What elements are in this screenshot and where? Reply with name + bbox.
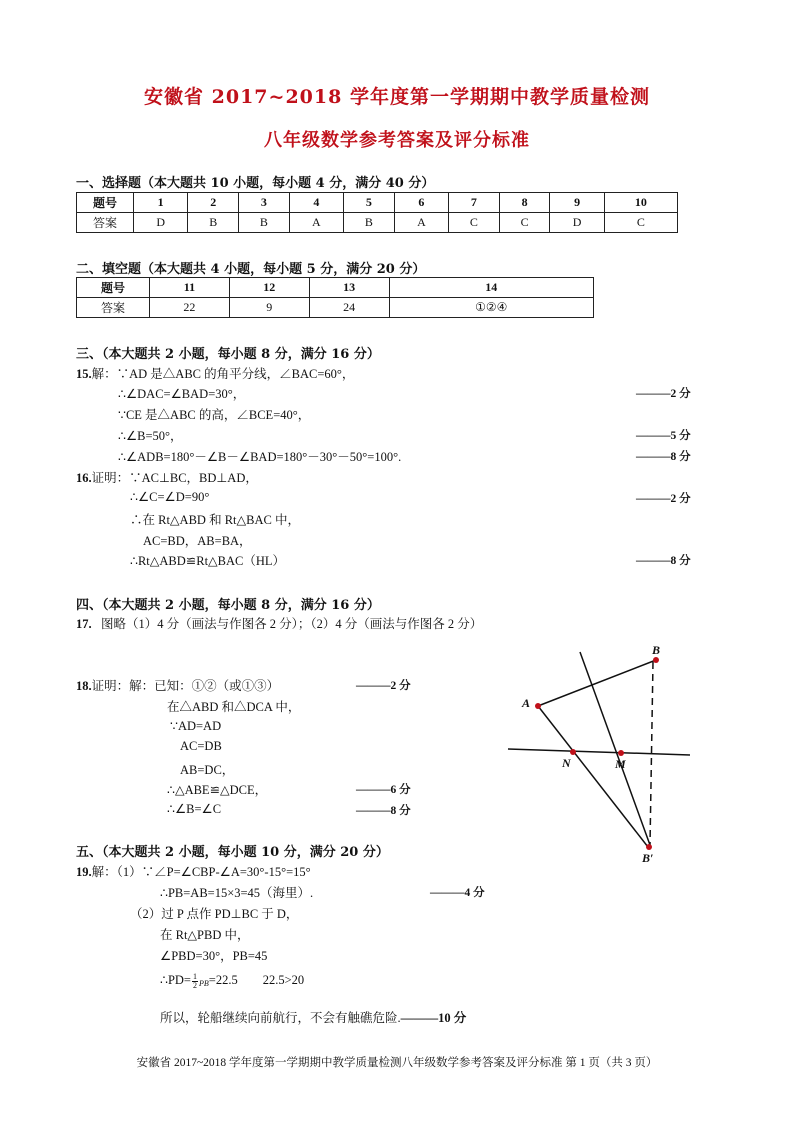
answer-cell: 22 [150, 298, 230, 318]
q16-score-2: ———8 分 [636, 555, 691, 567]
q18-line-7: ∴∠B=∠C [167, 802, 222, 816]
question-number-cell: 3 [239, 193, 290, 213]
section3-heading: 三、（本大题共 2 小题，每小题 8 分，满分 16 分） [76, 347, 380, 362]
answer-cell: C [499, 213, 550, 233]
q18-score-3: ———8 分 [356, 805, 411, 817]
section1-heading: 一、选择题（本大题共 10 小题，每小题 4 分，满分 40 分） [76, 176, 435, 191]
q15-score-1: ———2 分 [636, 388, 691, 400]
q16-line-1: 16.证明：∵AC⊥BC，BD⊥AD， [76, 471, 258, 485]
horizontal-line [508, 749, 690, 755]
q18-score-1: ———2 分 [356, 680, 411, 692]
q16-number: 16. [76, 471, 92, 485]
q19-score-2: ———10 分 [400, 1011, 467, 1025]
q18-line-3: ∵AD=AD [170, 719, 222, 733]
q16-line-3: ∴在 Rt△ABD 和 Rt△BAC 中， [130, 513, 300, 527]
answer-cell: B [188, 213, 239, 233]
question-number-cell: 5 [344, 193, 395, 213]
q18-line-4: AC=DB [180, 739, 222, 753]
point-n [570, 749, 576, 755]
fill-answer-table [76, 277, 594, 318]
q15-line-1: 15.解：∵AD 是△ABC 的角平分线，∠BAC=60°， [76, 367, 355, 381]
question-number-cell: 6 [394, 193, 448, 213]
q19-score-1: ———4 分 [430, 887, 485, 899]
label-m: M [615, 757, 626, 771]
question-number-cell: 9 [550, 193, 604, 213]
q19-line-6: ∴PD= $\frac{1}{2}$ $_{PB}$=22.5 22.5>20 [160, 971, 305, 990]
q16-score-1: ———2 分 [636, 493, 691, 505]
label-b: B [652, 643, 661, 657]
q19-line-3: （2）过 P 点作 PD⊥BC 于 D， [130, 907, 299, 921]
document-title: 安徽省 2017~2018 学年度第一学期期中教学质量检测 [144, 86, 650, 108]
answer-cell: D [550, 213, 604, 233]
table-row [77, 278, 594, 298]
q19-line-4: 在 Rt△PBD 中， [160, 928, 250, 942]
section5-heading: 五、（本大题共 2 小题，每小题 10 分，满分 20 分） [76, 845, 389, 860]
question-number-cell: 14 [389, 278, 593, 298]
question-number-cell: 11 [150, 278, 230, 298]
row-label: 答案 [77, 298, 150, 318]
q18-line-5: AB=DC， [180, 763, 235, 777]
section2-heading: 二、填空题（本大题共 4 小题，每小题 5 分，满分 20 分） [76, 262, 426, 277]
row-label: 题号 [77, 193, 134, 213]
label-a: A [522, 696, 531, 710]
q19-line-5: ∠PBD=30°，PB=45 [160, 949, 268, 963]
question-number-cell: 4 [289, 193, 343, 213]
q17-line: 17. 图略（1）4 分（画法与作图各 2 分）；（2）4 分（画法与作图各 2 分） [76, 617, 483, 631]
label-b-prime: B′ [642, 851, 654, 865]
question-number-cell: 1 [134, 193, 188, 213]
answer-cell: B [239, 213, 290, 233]
answer-cell: A [289, 213, 343, 233]
q19-number: 19. [76, 865, 92, 879]
geometry-figure [500, 640, 700, 870]
q15-number: 15. [76, 367, 92, 381]
question-number-cell: 10 [604, 193, 677, 213]
point-b-prime [646, 844, 652, 850]
section4-heading: 四、（本大题共 2 小题，每小题 8 分，满分 16 分） [76, 598, 380, 613]
q15-score-3: ———8 分 [636, 451, 691, 463]
table-row [77, 213, 678, 233]
q19-line-7: 所以，轮船继续向前航行，不会有触礁危险.———10 分 [160, 1011, 467, 1025]
answer-cell: 24 [309, 298, 389, 318]
q18-line-1: 18.证明：解：已知：①②（或①③） [76, 679, 280, 693]
q15-line-5: ∴∠ADB=180°－∠B－∠BAD=180°－30°－50°=100°. [118, 450, 402, 464]
point-b [653, 657, 659, 663]
row-label: 答案 [77, 213, 134, 233]
question-number-cell: 8 [499, 193, 550, 213]
question-number-cell: 12 [229, 278, 309, 298]
segment-ab-prime [538, 706, 648, 847]
label-n: N [562, 756, 571, 770]
q16-line-4: AC=BD，AB=BA， [143, 534, 252, 548]
bisector-line [580, 652, 650, 845]
document-subtitle: 八年级数学参考答案及评分标准 [264, 130, 530, 151]
table-row [77, 193, 678, 213]
page-footer: 安徽省 2017~2018 学年度第一学期期中教学质量检测八年级数学参考答案及评分标准 第 1 页（共 3 页） [136, 1057, 658, 1069]
q16-line-5: ∴Rt△ABD≌Rt△BAC（HL） [130, 554, 286, 568]
q15-line-2: ∴∠DAC=∠BAD=30°， [118, 387, 246, 401]
fraction-one-half: $\frac{1}{2}$ [192, 971, 197, 990]
question-number-cell: 2 [188, 193, 239, 213]
q16-line-2: ∴∠C=∠D=90° [130, 490, 210, 504]
answer-cell: D [134, 213, 188, 233]
answer-cell: 9 [229, 298, 309, 318]
choice-answer-table [76, 192, 678, 233]
q18-score-2: ———6 分 [356, 784, 411, 796]
q15-line-3: ∵CE 是△ABC 的高，∠BCE=40°， [118, 408, 311, 422]
point-m [618, 750, 624, 756]
q15-line-4: ∴∠B=50°， [118, 429, 183, 443]
q18-number: 18. [76, 679, 92, 693]
q18-line-6: ∴△ABE≌△DCE， [167, 783, 268, 797]
answer-cell: B [344, 213, 395, 233]
q19-line-1: 19.解：（1）∵∠P=∠CBP-∠A=30°-15°=15° [76, 865, 311, 879]
question-number-cell: 13 [309, 278, 389, 298]
question-number-cell: 7 [449, 193, 500, 213]
q17-number: 17. [76, 617, 92, 631]
row-label: 题号 [77, 278, 150, 298]
answer-cell: C [449, 213, 500, 233]
answer-cell: A [394, 213, 448, 233]
q15-score-2: ———5 分 [636, 430, 691, 442]
answer-cell: ①②④ [389, 298, 593, 318]
q19-line-2: ∴PB=AB=15×3=45（海里）. [160, 886, 314, 900]
table-row [77, 298, 594, 318]
answer-cell: C [604, 213, 677, 233]
point-a [535, 703, 541, 709]
q18-line-2: 在△ABD 和△DCA 中， [167, 700, 301, 714]
